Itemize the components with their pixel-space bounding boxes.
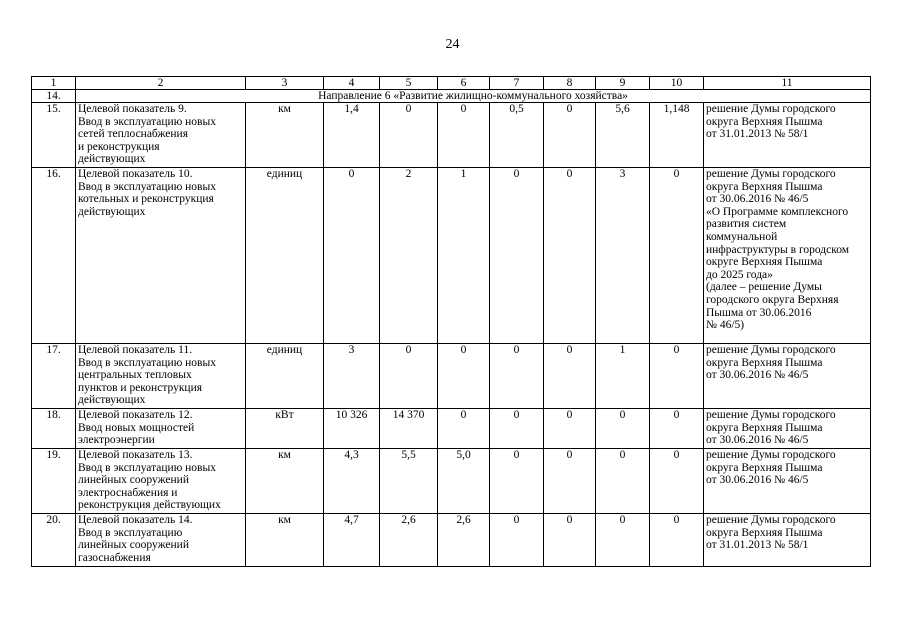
value-cell: 10 326 — [324, 409, 380, 449]
indicator-name: Целевой показатель 11. Ввод в эксплуатацию новых центральных тепловых пунктов и реконструкция действующих — [76, 344, 246, 409]
value-cell: 0 — [544, 409, 596, 449]
section-title: Направление 6 «Развитие жилищно-коммунального хозяйства» — [76, 90, 871, 103]
value-cell: 1,4 — [324, 103, 380, 168]
indicator-name: Целевой показатель 13. Ввод в эксплуатацию новых линейных сооружений электроснабжения и реконструкция действующих — [76, 449, 246, 514]
unit-cell: кВт — [246, 409, 324, 449]
column-header: 8 — [544, 77, 596, 90]
value-cell: 3 — [596, 168, 650, 344]
value-cell: 2 — [380, 168, 438, 344]
legal-basis: решение Думы городского округа Верхняя Пышма от 30.06.2016 № 46/5 — [704, 344, 871, 409]
value-cell: 0 — [490, 449, 544, 514]
value-cell: 0 — [650, 514, 704, 567]
unit-cell: км — [246, 103, 324, 168]
column-header: 10 — [650, 77, 704, 90]
table-row — [32, 409, 871, 449]
value-cell: 14 370 — [380, 409, 438, 449]
row-number: 16. — [32, 168, 76, 344]
column-header: 6 — [438, 77, 490, 90]
value-cell: 0 — [650, 344, 704, 409]
column-header: 9 — [596, 77, 650, 90]
column-number-row — [32, 77, 871, 90]
value-cell: 0 — [380, 344, 438, 409]
value-cell: 1,148 — [650, 103, 704, 168]
value-cell: 0 — [650, 168, 704, 344]
column-header: 7 — [490, 77, 544, 90]
value-cell: 0 — [544, 103, 596, 168]
value-cell: 0 — [596, 514, 650, 567]
row-number: 20. — [32, 514, 76, 567]
value-cell: 3 — [324, 344, 380, 409]
value-cell: 0 — [490, 514, 544, 567]
value-cell: 2,6 — [380, 514, 438, 567]
indicator-name: Целевой показатель 14. Ввод в эксплуатацию линейных сооружений газоснабжения — [76, 514, 246, 567]
unit-cell: единиц — [246, 168, 324, 344]
value-cell: 5,6 — [596, 103, 650, 168]
row-number: 14. — [32, 90, 76, 103]
column-header: 11 — [704, 77, 871, 90]
value-cell: 1 — [438, 168, 490, 344]
value-cell: 0,5 — [490, 103, 544, 168]
row-number: 15. — [32, 103, 76, 168]
row-number: 18. — [32, 409, 76, 449]
unit-cell: км — [246, 449, 324, 514]
page-number: 24 — [445, 37, 460, 52]
unit-cell: единиц — [246, 344, 324, 409]
value-cell: 5,0 — [438, 449, 490, 514]
legal-basis: решение Думы городского округа Верхняя Пышма от 30.06.2016 № 46/5 «О Программе комплексного развития систем коммунальной инфраструктуры в городском округе Верхняя Пышма до 2025 года» (далее – решение Думы городского округа Верхняя Пышма от 30.06.2016 № 46/5) — [704, 168, 871, 344]
value-cell: 0 — [380, 103, 438, 168]
value-cell: 0 — [490, 168, 544, 344]
column-header: 3 — [246, 77, 324, 90]
value-cell: 0 — [490, 344, 544, 409]
legal-basis: решение Думы городского округа Верхняя Пышма от 30.06.2016 № 46/5 — [704, 409, 871, 449]
value-cell: 0 — [324, 168, 380, 344]
row-number: 19. — [32, 449, 76, 514]
indicator-name: Целевой показатель 9. Ввод в эксплуатацию новых сетей теплоснабжения и реконструкция действующих — [76, 103, 246, 168]
value-cell: 0 — [490, 409, 544, 449]
indicator-name: Целевой показатель 10. Ввод в эксплуатацию новых котельных и реконструкция действующих — [76, 168, 246, 344]
value-cell: 0 — [544, 168, 596, 344]
indicators-table — [31, 76, 871, 567]
section-row — [32, 90, 871, 103]
value-cell: 4,7 — [324, 514, 380, 567]
legal-basis: решение Думы городского округа Верхняя Пышма от 30.06.2016 № 46/5 — [704, 449, 871, 514]
unit-cell: км — [246, 514, 324, 567]
value-cell: 4,3 — [324, 449, 380, 514]
legal-basis: решение Думы городского округа Верхняя Пышма от 31.01.2013 № 58/1 — [704, 514, 871, 567]
value-cell: 2,6 — [438, 514, 490, 567]
value-cell: 0 — [544, 449, 596, 514]
column-header: 5 — [380, 77, 438, 90]
table-row — [32, 168, 871, 344]
column-header: 1 — [32, 77, 76, 90]
value-cell: 0 — [650, 449, 704, 514]
value-cell: 1 — [596, 344, 650, 409]
value-cell: 0 — [438, 103, 490, 168]
table-row — [32, 514, 871, 567]
value-cell: 0 — [596, 409, 650, 449]
column-header: 2 — [76, 77, 246, 90]
indicator-name: Целевой показатель 12. Ввод новых мощностей электроэнергии — [76, 409, 246, 449]
value-cell: 0 — [596, 449, 650, 514]
table-row — [32, 344, 871, 409]
row-number: 17. — [32, 344, 76, 409]
table-row — [32, 103, 871, 168]
value-cell: 0 — [438, 344, 490, 409]
value-cell: 5,5 — [380, 449, 438, 514]
value-cell: 0 — [650, 409, 704, 449]
table-row — [32, 449, 871, 514]
value-cell: 0 — [438, 409, 490, 449]
column-header: 4 — [324, 77, 380, 90]
value-cell: 0 — [544, 344, 596, 409]
value-cell: 0 — [544, 514, 596, 567]
legal-basis: решение Думы городского округа Верхняя Пышма от 31.01.2013 № 58/1 — [704, 103, 871, 168]
